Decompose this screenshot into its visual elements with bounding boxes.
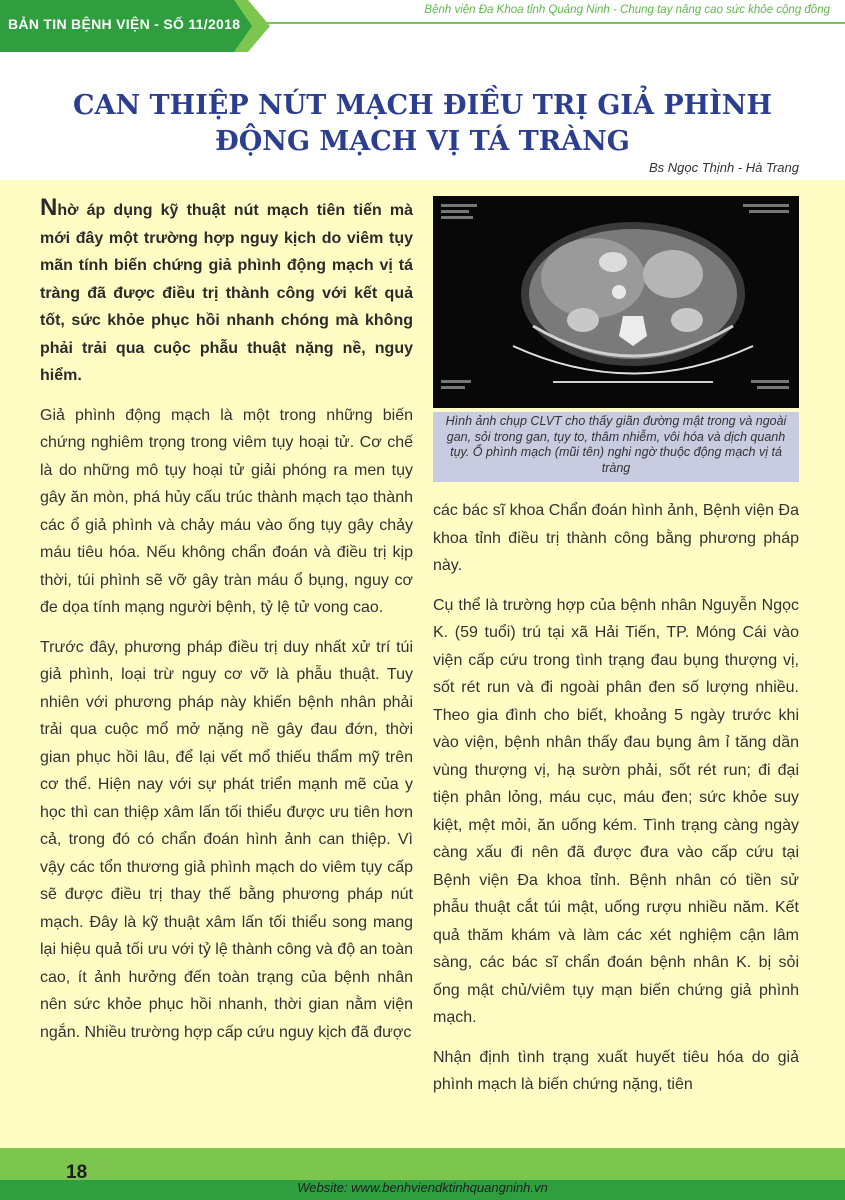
page-number: 18 (66, 1162, 88, 1183)
drop-cap: N (40, 194, 58, 221)
title-line-1: CAN THIỆP NÚT MẠCH ĐIỀU TRỊ GIẢ PHÌNH (73, 90, 772, 121)
bulletin-title: BẢN TIN BỆNH VIỆN - SỐ 11/2018 (8, 16, 241, 32)
page-header (0, 0, 845, 62)
left-column (40, 194, 413, 1058)
ct-scan-image (433, 196, 799, 408)
title-line-2: ĐỘNG MẠCH VỊ TÁ TRÀNG (215, 126, 630, 157)
article-title (40, 88, 805, 160)
paragraph-3: các bác sĩ khoa Chẩn đoán hình ảnh, Bệnh viện Đa khoa tỉnh điều trị thành công bằng phương pháp này. (433, 502, 799, 574)
lead-text: hờ áp dụng kỹ thuật nút mạch tiên tiến mà mới đây một trường hợp nguy kịch do viêm tụy mãn tính biến chứng giả phình động mạch vị tá tràng đã được điều trị thành công với kết quả tốt, sức khỏe phục hồi nhanh chóng mà không phải trải qua cuộc phẫu thuật nặng nề, nguy hiểm. (40, 202, 413, 384)
footer-website: Website: www.benhviendktinhquangninh.vn (297, 1180, 548, 1195)
paragraph-5: Nhận định tình trạng xuất huyết tiêu hóa do giả phình mạch là biến chứng nặng, tiên (433, 1048, 799, 1093)
right-column (433, 497, 799, 1111)
paragraph-1: Giả phình động mạch là một trong những biến chứng nghiêm trọng trong viêm tụy hoại tử. Cơ chế là do những mô tụy hoại tử giải phóng ra men tụy gây ăn mòn, phá hủy cấu trúc thành mạch tạo thành các ổ giả phình và chảy máu vào ống tụy gây chảy máu tiêu hóa. Nếu không chẩn đoán và điều trị kịp thời, túi phình sẽ vỡ gây tràn máu ổ bụng, nguy cơ đe dọa tính mạng người bệnh, tỷ lệ tử vong cao. (40, 406, 413, 616)
paragraph-4: Cụ thể là trường hợp của bệnh nhân Nguyễn Ngọc K. (59 tuổi) trú tại xã Hải Tiến, TP. Móng Cái vào viện cấp cứu trong tình trạng đau bụng thượng vị, sốt rét run và đi ngoài phân đen số lượng nhiều. Theo gia đình cho biết, khoảng 5 ngày trước khi vào viện, bệnh nhân thấy đau bụng âm ỉ tăng dần vùng thượng vị, hạ sườn phải, sốt rét run; đi đại tiện phân lỏng, máu cục, máu đen; sức khỏe suy kiệt, mệt mỏi, ăn uống kém. Tình trạng càng ngày càng xấu đi nên đã được đưa vào cấp cứu tại Bệnh viện Đa khoa tỉnh. Bệnh nhân có tiền sử phẫu thuật cắt túi mật, uống rượu nhiều năm. Kết quả thăm khám và làm các xét nghiệm cận lâm sàng, các bác sĩ chẩn đoán bệnh nhân K. bị sỏi ống mật chủ/viêm tụy mạn biến chứng giả phình mạch. (433, 596, 799, 1026)
ct-scan-graphic (433, 196, 799, 408)
lead-paragraph (40, 194, 413, 390)
paragraph-2: Trước đây, phương pháp điều trị duy nhất xử trí túi giả phình, loại trừ nguy cơ vỡ là phẫu thuật. Tuy nhiên với phương pháp này khiến bệnh nhân phải trải qua cuộc mổ mở nặng nề gây đau đớn, thời gian phục hồi lâu, để lại vết mổ thiếu thẩm mỹ trên cơ thể. Hiện nay với sự phát triển mạnh mẽ của y học thì can thiệp xâm lấn tối thiểu được ưu tiên hơn cả, trong đó có chẩn đoán hình ảnh can thiệp. Vì vậy các tổn thương giả phình mạch do viêm tụy cấp sẽ được điều trị thay thế bằng phương pháp nút mạch. Đây là kỹ thuật xâm lấn tối thiểu song mang lại hiệu quả tối ưu với tỷ lệ thành công và độ an toàn cao, ít ảnh hưởng đến toàn trạng của bệnh nhân nên sức khỏe phục hồi nhanh, thời gian nằm viện ngắn. Nhiều trường hợp cấp cứu nguy kịch đã được (40, 638, 413, 1041)
header-divider (262, 22, 845, 24)
article-author: Bs Ngọc Thịnh - Hà Trang (648, 160, 799, 175)
figure-caption: Hình ảnh chụp CLVT cho thấy giãn đường mật trong và ngoài gan, sỏi trong gan, tụy to, thâm nhiễm, vôi hóa và dịch quanh tụy. Ổ phình mạch (mũi tên) nghi ngờ thuộc động mạch vị tá tràng (433, 412, 799, 482)
header-slogan: Bệnh viện Đa Khoa tỉnh Quảng Ninh - Chung tay nâng cao sức khỏe cộng đồng (424, 4, 830, 16)
